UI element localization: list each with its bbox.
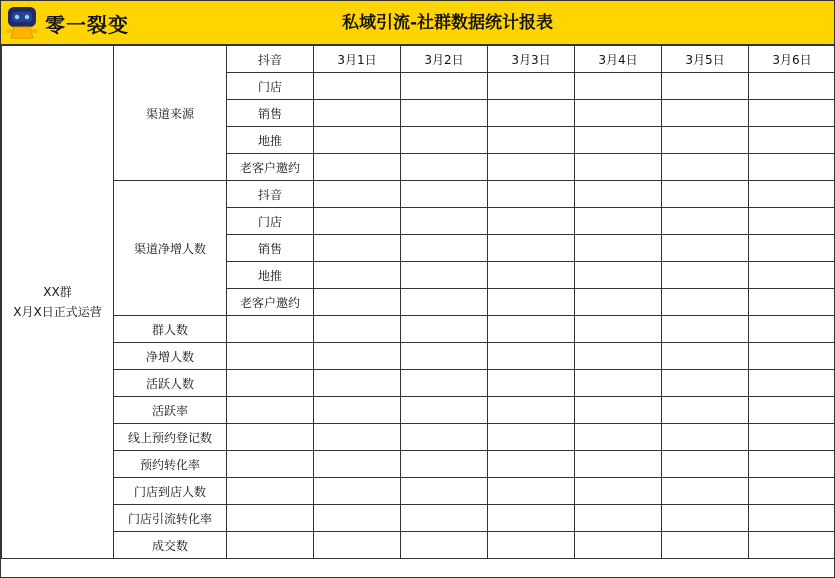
date-header: 3月6日 <box>749 46 835 73</box>
data-cell[interactable] <box>401 316 488 343</box>
metric-blank-cell[interactable] <box>227 505 314 532</box>
metric-label: 群人数 <box>114 316 227 343</box>
metric-blank-cell[interactable] <box>227 316 314 343</box>
data-cell[interactable] <box>662 532 749 559</box>
channel-label: 抖音 <box>227 46 314 73</box>
channel-label: 老客户邀约 <box>227 289 314 316</box>
table-row <box>2 505 835 532</box>
report-header <box>1 1 834 45</box>
channel-label: 销售 <box>227 235 314 262</box>
data-cell[interactable] <box>749 154 835 181</box>
data-cell[interactable] <box>488 397 575 424</box>
data-cell[interactable] <box>488 424 575 451</box>
channel-label: 地推 <box>227 127 314 154</box>
data-cell[interactable] <box>314 451 401 478</box>
data-cell[interactable] <box>749 316 835 343</box>
data-cell[interactable] <box>314 505 401 532</box>
data-cell[interactable] <box>314 208 401 235</box>
data-cell[interactable] <box>749 532 835 559</box>
data-cell[interactable] <box>488 370 575 397</box>
metric-blank-cell[interactable] <box>227 478 314 505</box>
data-cell[interactable] <box>314 316 401 343</box>
data-cell[interactable] <box>575 478 662 505</box>
data-cell[interactable] <box>575 154 662 181</box>
data-cell[interactable] <box>749 235 835 262</box>
table-row <box>2 397 835 424</box>
data-cell[interactable] <box>401 478 488 505</box>
data-cell[interactable] <box>749 127 835 154</box>
date-header: 3月1日 <box>314 46 401 73</box>
group-start-date: X月X日正式运营 <box>13 305 102 319</box>
data-cell[interactable] <box>314 532 401 559</box>
date-header: 3月2日 <box>401 46 488 73</box>
data-cell[interactable] <box>749 262 835 289</box>
data-cell[interactable] <box>488 289 575 316</box>
metric-label: 活跃率 <box>114 397 227 424</box>
table-row <box>2 451 835 478</box>
data-cell[interactable] <box>488 343 575 370</box>
data-cell[interactable] <box>401 127 488 154</box>
data-cell[interactable] <box>575 289 662 316</box>
table-row <box>2 478 835 505</box>
data-cell[interactable] <box>662 208 749 235</box>
data-cell[interactable] <box>314 370 401 397</box>
section-label: 渠道净增人数 <box>114 181 227 316</box>
data-cell[interactable] <box>314 343 401 370</box>
data-cell[interactable] <box>401 424 488 451</box>
data-cell[interactable] <box>575 73 662 100</box>
data-cell[interactable] <box>662 397 749 424</box>
data-cell[interactable] <box>575 505 662 532</box>
data-cell[interactable] <box>401 235 488 262</box>
data-cell[interactable] <box>575 235 662 262</box>
data-cell[interactable] <box>401 343 488 370</box>
data-cell[interactable] <box>662 451 749 478</box>
metric-label: 门店到店人数 <box>114 478 227 505</box>
data-cell[interactable] <box>488 532 575 559</box>
channel-label: 门店 <box>227 73 314 100</box>
data-cell[interactable] <box>662 505 749 532</box>
metric-label: 线上预约登记数 <box>114 424 227 451</box>
data-cell[interactable] <box>749 289 835 316</box>
data-cell[interactable] <box>314 424 401 451</box>
data-cell[interactable] <box>662 289 749 316</box>
data-cell[interactable] <box>575 532 662 559</box>
channel-label: 老客户邀约 <box>227 154 314 181</box>
data-cell[interactable] <box>314 397 401 424</box>
data-cell[interactable] <box>488 181 575 208</box>
channel-label: 门店 <box>227 208 314 235</box>
brand-name: 零一裂变 <box>45 12 129 37</box>
data-cell[interactable] <box>662 424 749 451</box>
data-cell[interactable] <box>662 100 749 127</box>
data-cell[interactable] <box>575 451 662 478</box>
data-cell[interactable] <box>401 451 488 478</box>
data-cell[interactable] <box>401 532 488 559</box>
data-cell[interactable] <box>314 289 401 316</box>
data-cell[interactable] <box>401 397 488 424</box>
data-cell[interactable] <box>488 505 575 532</box>
data-cell[interactable] <box>662 478 749 505</box>
report-title: 私域引流-社群数据统计报表 <box>341 13 554 33</box>
data-cell[interactable] <box>488 73 575 100</box>
data-cell[interactable] <box>662 370 749 397</box>
data-cell[interactable] <box>575 100 662 127</box>
data-cell[interactable] <box>488 478 575 505</box>
metric-blank-cell[interactable] <box>227 370 314 397</box>
data-cell[interactable] <box>575 316 662 343</box>
data-cell[interactable] <box>575 343 662 370</box>
data-cell[interactable] <box>749 73 835 100</box>
date-header: 3月5日 <box>662 46 749 73</box>
data-cell[interactable] <box>575 208 662 235</box>
table-row <box>2 316 835 343</box>
data-cell[interactable] <box>401 505 488 532</box>
data-cell[interactable] <box>314 100 401 127</box>
data-cell[interactable] <box>488 235 575 262</box>
data-cell[interactable] <box>314 262 401 289</box>
data-cell[interactable] <box>314 127 401 154</box>
section-label: 渠道来源 <box>114 46 227 181</box>
data-cell[interactable] <box>314 235 401 262</box>
data-cell[interactable] <box>401 370 488 397</box>
data-cell[interactable] <box>488 100 575 127</box>
data-cell[interactable] <box>662 235 749 262</box>
data-cell[interactable] <box>662 262 749 289</box>
data-cell[interactable] <box>749 343 835 370</box>
channel-label: 销售 <box>227 100 314 127</box>
data-cell[interactable] <box>401 181 488 208</box>
data-table <box>1 45 835 559</box>
data-cell[interactable] <box>314 154 401 181</box>
data-cell[interactable] <box>401 208 488 235</box>
data-cell[interactable] <box>488 208 575 235</box>
data-cell[interactable] <box>575 370 662 397</box>
metric-label: 门店引流转化率 <box>114 505 227 532</box>
data-cell[interactable] <box>575 262 662 289</box>
group-name: XX群 <box>43 285 72 299</box>
table-row <box>2 46 835 73</box>
table-row <box>2 370 835 397</box>
data-cell[interactable] <box>749 100 835 127</box>
data-cell[interactable] <box>575 397 662 424</box>
data-cell[interactable] <box>401 73 488 100</box>
data-cell[interactable] <box>488 451 575 478</box>
data-cell[interactable] <box>749 451 835 478</box>
data-cell[interactable] <box>575 181 662 208</box>
metric-label: 成交数 <box>114 532 227 559</box>
data-cell[interactable] <box>662 343 749 370</box>
metric-blank-cell[interactable] <box>227 532 314 559</box>
data-cell[interactable] <box>314 478 401 505</box>
metric-blank-cell[interactable] <box>227 397 314 424</box>
data-cell[interactable] <box>488 262 575 289</box>
data-cell[interactable] <box>662 127 749 154</box>
data-cell[interactable] <box>488 127 575 154</box>
table-row <box>2 532 835 559</box>
metric-label: 活跃人数 <box>114 370 227 397</box>
data-cell[interactable] <box>749 208 835 235</box>
data-cell[interactable] <box>749 181 835 208</box>
metric-blank-cell[interactable] <box>227 424 314 451</box>
metric-blank-cell[interactable] <box>227 343 314 370</box>
data-cell[interactable] <box>749 397 835 424</box>
table-row <box>2 181 835 208</box>
data-cell[interactable] <box>488 316 575 343</box>
data-cell[interactable] <box>662 181 749 208</box>
metric-label: 净增人数 <box>114 343 227 370</box>
channel-label: 抖音 <box>227 181 314 208</box>
group-label-cell <box>2 46 114 559</box>
data-cell[interactable] <box>575 424 662 451</box>
date-header: 3月3日 <box>488 46 575 73</box>
metric-label: 预约转化率 <box>114 451 227 478</box>
date-header: 3月4日 <box>575 46 662 73</box>
data-cell[interactable] <box>401 262 488 289</box>
data-cell[interactable] <box>662 316 749 343</box>
data-cell[interactable] <box>662 154 749 181</box>
data-cell[interactable] <box>749 505 835 532</box>
data-cell[interactable] <box>749 370 835 397</box>
data-cell[interactable] <box>314 73 401 100</box>
data-cell[interactable] <box>662 73 749 100</box>
table-row <box>2 343 835 370</box>
data-cell[interactable] <box>749 478 835 505</box>
data-cell[interactable] <box>314 181 401 208</box>
metric-blank-cell[interactable] <box>227 451 314 478</box>
data-cell[interactable] <box>749 424 835 451</box>
data-cell[interactable] <box>488 154 575 181</box>
data-cell[interactable] <box>401 100 488 127</box>
data-cell[interactable] <box>401 154 488 181</box>
table-row <box>2 424 835 451</box>
data-cell[interactable] <box>401 289 488 316</box>
channel-label: 地推 <box>227 262 314 289</box>
data-cell[interactable] <box>575 127 662 154</box>
